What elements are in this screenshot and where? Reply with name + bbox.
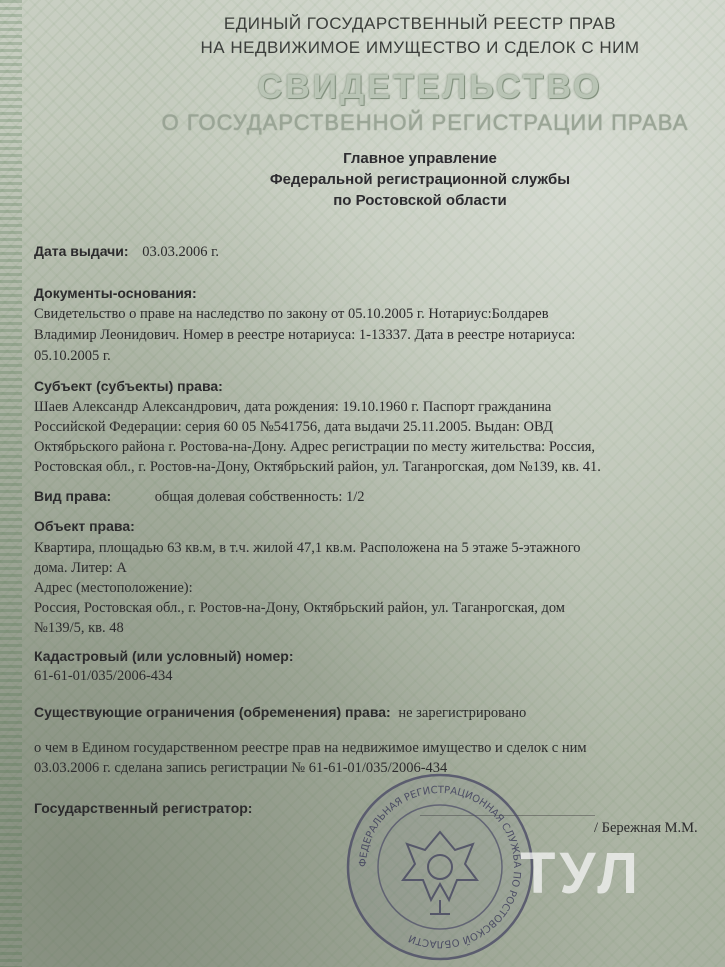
issue-date-label: Дата выдачи: <box>34 243 129 259</box>
basis-line: Владимир Леонидович. Номер в реестре нотариуса: 1-13337. Дата в реестре нотариуса: <box>34 327 576 343</box>
issue-date-value: 03.03.2006 г. <box>142 244 220 260</box>
object-line: Россия, Ростовская обл., г. Ростов-на-Дону, Октябрьский район, ул. Таганрогская, дом <box>34 600 565 616</box>
certificate-subtitle: О ГОСУДАРСТВЕННОЙ РЕГИСТРАЦИИ ПРАВА <box>161 110 689 135</box>
entry-line: 03.03.2006 г. сделана запись регистрации № 61-61-01/035/2006-434 <box>34 760 448 776</box>
registrar-label: Государственный регистратор: <box>34 800 253 816</box>
object-line: №139/5, кв. 48 <box>34 620 124 636</box>
registrar-name: / Бережная М.М. <box>594 820 698 836</box>
object-line: Адрес (местоположение): <box>34 580 193 596</box>
authority-line3: по Ростовской области <box>333 192 507 209</box>
restrictions-value: не зарегистрировано <box>398 705 527 721</box>
basis-label: Документы-основания: <box>34 285 197 301</box>
basis-line: 05.10.2005 г. <box>34 348 111 364</box>
restrictions-label: Существующие ограничения (обременения) права: <box>34 704 391 720</box>
right-type-row <box>34 488 365 506</box>
svg-text:ФЕДЕРАЛЬНАЯ РЕГИСТРАЦИОННАЯ СЛ: ФЕДЕРАЛЬНАЯ РЕГИСТРАЦИОННАЯ СЛУЖБА ПО РОСТОВСКОЙ ОБЛАСТИ <box>357 784 523 950</box>
cadastral-value: 61-61-01/035/2006-434 <box>34 668 173 684</box>
registry-title-line1: ЕДИНЫЙ ГОСУДАРСТВЕННЫЙ РЕЕСТР ПРАВ <box>223 14 617 33</box>
authority-line1: Главное управление <box>343 150 497 167</box>
restrictions-row <box>34 704 526 722</box>
cadastral-label: Кадастровый (или условный) номер: <box>34 648 294 664</box>
subject-line: Октябрьского района г. Ростова-на-Дону. Адрес регистрации по месту жительства: Россия, <box>34 439 596 455</box>
entry-line: о чем в Едином государственном реестре прав на недвижимое имущество и сделок с ним <box>34 740 587 756</box>
subject-label: Субъект (субъекты) права: <box>34 378 223 394</box>
right-type-value: общая долевая собственность: 1/2 <box>154 489 365 505</box>
right-type-label: Вид права: <box>34 488 112 504</box>
subject-line: Шаев Александр Александрович, дата рождения: 19.10.1960 г. Паспорт гражданина <box>34 399 552 415</box>
object-label: Объект права: <box>34 518 135 534</box>
official-stamp <box>345 772 535 962</box>
issue-date-row <box>34 243 219 261</box>
basis-line: Свидетельство о праве на наследство по закону от 05.10.2005 г. Нотариус:Болдарев <box>34 306 549 322</box>
subject-line: Ростовская обл., г. Ростов-на-Дону, Октябрьский район, ул. Таганрогская, дом №139, кв. 41. <box>34 459 601 475</box>
ornamental-border <box>0 0 22 967</box>
registry-title-line2: НА НЕДВИЖИМОЕ ИМУЩЕСТВО И СДЕЛОК С НИМ <box>200 38 640 57</box>
object-line: Квартира, площадью 63 кв.м, в т.ч. жилой 47,1 кв.м. Расположена на 5 этаже 5-этажного <box>34 540 581 556</box>
authority-line2: Федеральной регистрационной службы <box>269 171 571 188</box>
object-line: дома. Литер: А <box>34 560 127 576</box>
watermark-text: ТУЛ <box>520 841 642 906</box>
certificate-title: СВИДЕТЕЛЬСТВО <box>257 68 603 106</box>
subject-line: Российской Федерации: серия 60 05 №541756, дата выдачи 25.11.2005. Выдан: ОВД <box>34 419 553 435</box>
